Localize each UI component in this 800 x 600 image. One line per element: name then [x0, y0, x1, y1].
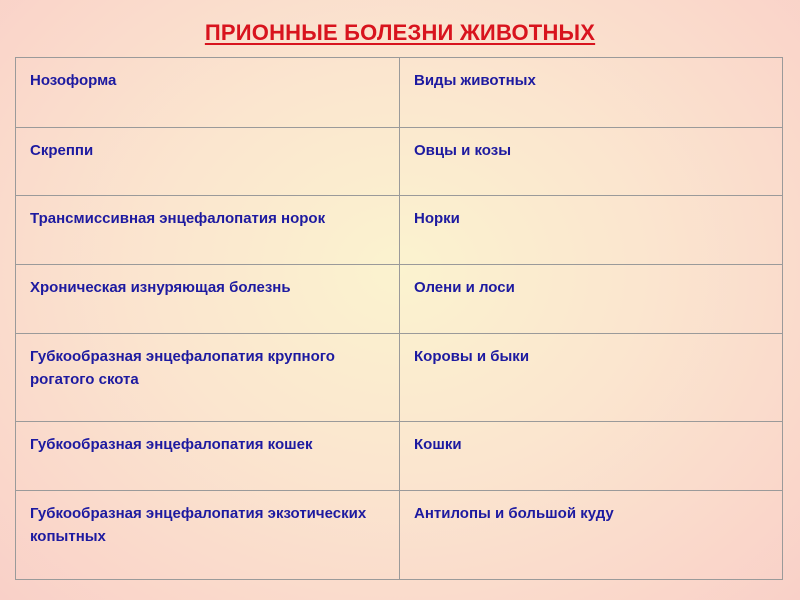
- disease-cell: Губкообразная энцефалопатия экзотических копытных: [16, 491, 400, 580]
- prion-diseases-table: [15, 57, 783, 580]
- table-header-row: [16, 58, 783, 128]
- table-row: [16, 196, 783, 265]
- species-cell: Овцы и козы: [400, 128, 783, 196]
- species-cell: Норки: [400, 196, 783, 265]
- disease-cell: Губкообразная энцефалопатия крупного рогатого скота: [16, 334, 400, 422]
- page-title: ПРИОННЫЕ БОЛЕЗНИ ЖИВОТНЫХ: [204, 20, 596, 45]
- disease-cell: Хроническая изнуряющая болезнь: [16, 265, 400, 334]
- species-cell: Олени и лоси: [400, 265, 783, 334]
- disease-cell: Трансмиссивная энцефалопатия норок: [16, 196, 400, 265]
- header-cell-animal-species: Виды животных: [400, 58, 783, 128]
- table-row: [16, 422, 783, 491]
- table-row: [16, 491, 783, 580]
- table-row: [16, 128, 783, 196]
- species-cell: Антилопы и большой куду: [400, 491, 783, 580]
- disease-cell: Губкообразная энцефалопатия кошек: [16, 422, 400, 491]
- table-row: [16, 334, 783, 422]
- species-cell: Кошки: [400, 422, 783, 491]
- disease-cell: Скреппи: [16, 128, 400, 196]
- table-row: [16, 265, 783, 334]
- header-cell-nosoform: Нозоформа: [16, 58, 400, 128]
- species-cell: Коровы и быки: [400, 334, 783, 422]
